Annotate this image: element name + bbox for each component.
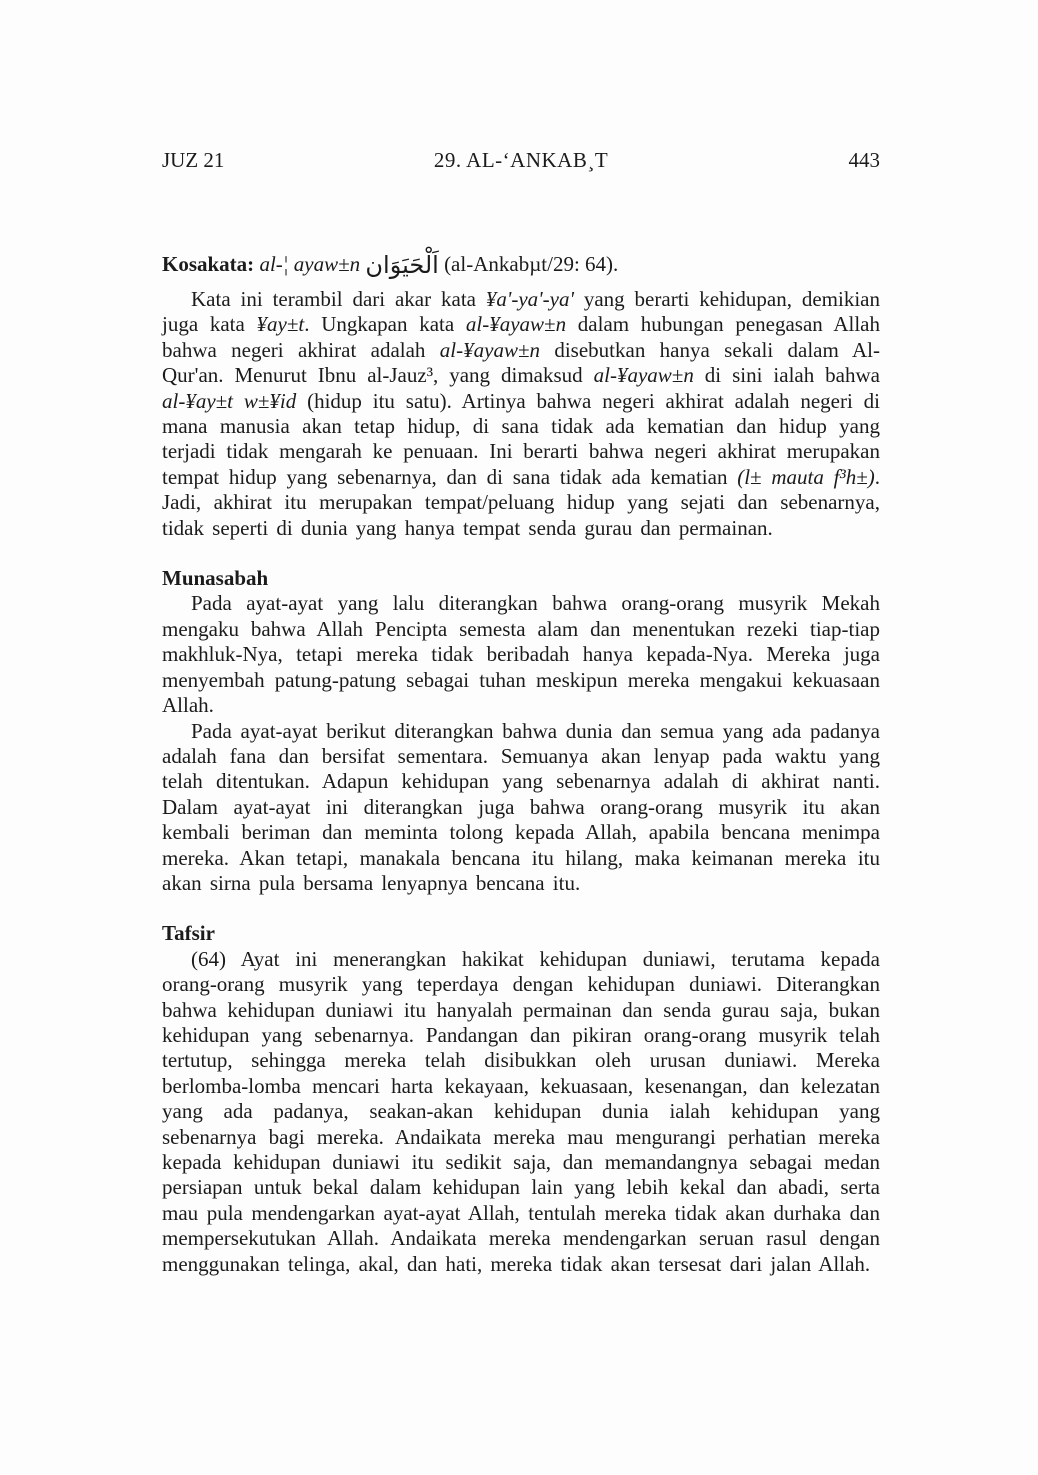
kosakata-paragraph: Kata ini terambil dari akar kata ¥a'-ya'-ya' yang berarti kehidupan, demikian juga kata ¥ay±t. Ungkapan kata al-¥ayaw±n dalam hubungan penegasan Allah bahwa negeri akhirat adalah al-¥ayaw±n disebutkan hanya sekali dalam Al-Qur'an. Menurut Ibnu al-Jauz³, yang dimaksud al-¥ayaw±n di sini ialah bahwa al-¥ay±t w±¥id (hidup itu satu). Artinya bahwa negeri akhirat adalah negeri di mana manusia akan tetap hidup, di sana tidak ada kematian dan hidup yang terjadi tidak mengarah ke penuaan. Ini berarti bahwa negeri akhirat merupakan tempat hidup yang sebenarnya, dan di sana tidak ada kematian (l± mauta f³h±). Jadi, akhirat itu merupakan tempat/peluang hidup yang sejati dan sebenarnya, tidak seperti di dunia yang hanya tempat senda gurau dan permainan. <box>162 287 881 540</box>
munasabah-paragraph-1: Pada ayat-ayat yang lalu diterangkan bahwa orang-orang musyrik Mekah mengaku bahwa Allah Pencipta semesta alam dan menentukan rezeki tiap-tiap makhluk-Nya, tetapi mereka tidak beribadah hanya kepada-Nya. Mereka juga menyembah patung-patung sebagai tuhan meskipun mereka mengakui kekuasaan Allah. <box>162 591 880 718</box>
tafsir-paragraph-1: (64) Ayat ini menerangkan hakikat kehidupan duniawi, terutama kepada orang-orang musyrik yang teperdaya dengan kehidupan duniawi. Diterangkan bahwa kehidupan duniawi itu hanyalah permainan dan senda gurau saja, bukan kehidupan yang sebenarnya. Pandangan dan pikiran orang-orang musyrik telah tertutup, sehingga mereka telah disibukkan oleh urusan duniawi. Mereka berlomba-lomba mencari harta kekayaan, kekuasaan, kesenangan, dan kelezatan yang ada padanya, seakan-akan kehidupan dunia ialah kehidupan yang sebenarnya bagi mereka. Andaikata mereka mau mengurangi perhatian mereka kepada kehidupan duniawi itu sedikit saja, dan memandangnya sebagai medan persiapan untuk bekal dalam kehidupan lain yang lebih kekal dan abadi, serta mau pula mendengarkan ayat-ayat Allah, tentulah mereka tidak akan durhaka dan mempersekutukan Allah. Andaikata mereka mendengarkan seruan rasul dengan menggunakan telinga, akal, dan hati, mereka tidak akan tersesat dari jalan Allah. <box>162 946 880 1276</box>
juz-label: JUZ 21 <box>162 148 225 172</box>
munasabah-heading: Munasabah <box>162 566 269 591</box>
page-number: 443 <box>848 148 880 172</box>
tafsir-heading: Tafsir <box>162 921 215 946</box>
page-header <box>162 148 880 173</box>
munasabah-paragraph-2: Pada ayat-ayat berikut diterangkan bahwa dunia dan semua yang ada padanya adalah fana dan bersifat sementara. Semuanya akan lenyap pada waktu yang telah ditentukan. Adapun kehidupan yang sebenarnya adalah di akhirat nanti. Dalam ayat-ayat ini diterangkan juga bahwa orang-orang musyrik itu akan kembali beriman dan meminta tolong kepada Allah, apabila bencana menimpa mereka. Akan tetapi, manakala bencana itu hilang, maka keimanan mereka itu akan sirna pula bersama lenyapnya bencana itu. <box>162 718 880 895</box>
page-body <box>162 247 880 1277</box>
surah-title: 29. AL-‘ANKAB¸T <box>433 148 609 172</box>
kosakata-line: Kosakata: al-¦ ayaw±n اَلْحَيَوَان (al-Ankabµt/29: 64). <box>162 251 619 279</box>
